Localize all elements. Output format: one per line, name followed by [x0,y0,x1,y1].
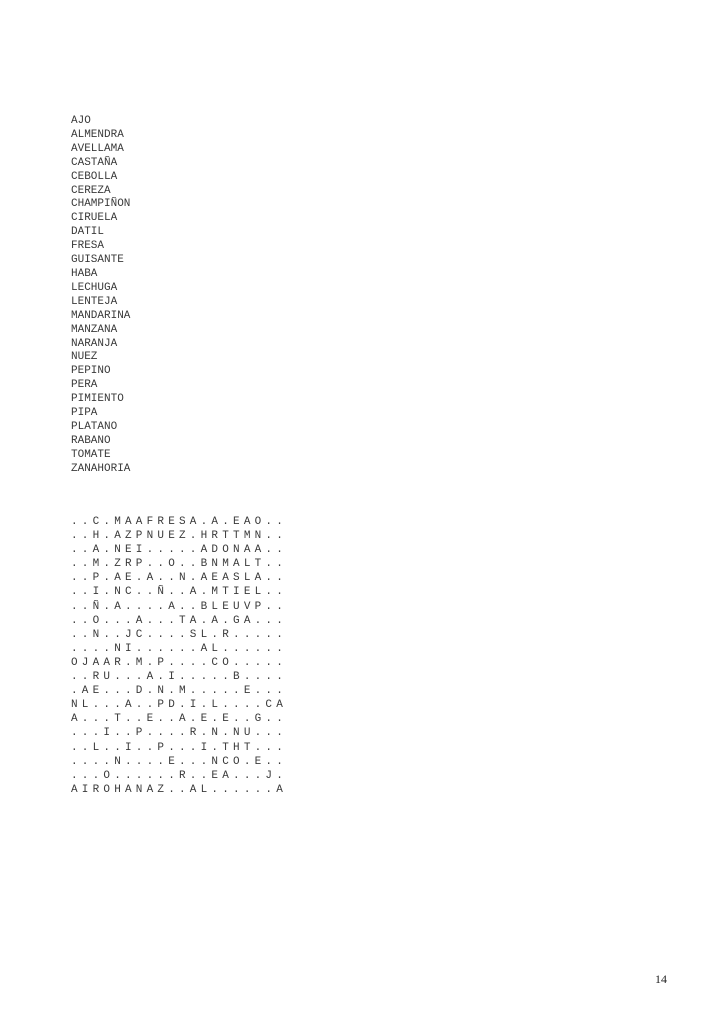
grid-row: NL...A..PD.I.L....CA [71,699,288,712]
word-item: MANDARINA [71,309,131,322]
word-item: ZANAHORIA [71,462,131,475]
page-number: 14 [655,972,667,986]
word-item: DATIL [71,226,105,239]
word-item: ALMENDRA [71,128,124,141]
grid-row: ..H.AZPNUEZ.HRTTMN.. [71,530,288,543]
grid-row: ..RU...A.I.....B.... [71,671,288,684]
word-list [71,115,130,477]
grid-row: ....N....E...NCO.E.. [71,755,288,768]
grid-row: ..Ñ.A....A..BLEUVP.. [71,600,288,613]
grid-row: A...T..E..A.E.E..G.. [71,713,288,726]
word-item: RABANO [71,434,111,447]
grid-row: ...O......R..EA...J. [71,769,288,782]
grid-row: ..O...A...TA.A.GA... [71,614,288,627]
grid-row: AIROHANAZ..AL......A [71,783,288,796]
word-item: TOMATE [71,448,111,461]
word-item: NARANJA [71,337,118,350]
word-item: GUISANTE [71,254,124,267]
grid-row: ....NI......AL...... [71,642,288,655]
word-item: PEPINO [71,365,111,378]
word-item: AVELLAMA [71,142,124,155]
word-item: MANZANA [71,323,118,336]
word-item: CASTAÑA [71,156,118,169]
grid-row: ..C.MAAFRESA.A.EAO.. [71,516,288,528]
word-item: PLATANO [71,420,118,433]
word-item: LENTEJA [71,295,118,308]
grid-row: ...I..P....R.N.NU... [71,727,288,740]
word-item: PIMIENTO [71,393,124,406]
grid-row: ..L..I..P...I.THT... [71,741,288,754]
grid-row: ..I.NC..Ñ..A.MTIEL.. [71,586,288,599]
word-item: AJO [71,115,91,127]
grid-row: ..P.AE.A..N.AEASLA.. [71,572,288,585]
word-item: NUEZ [71,351,98,364]
word-item: CEBOLLA [71,170,118,183]
word-item: CHAMPIÑON [71,198,131,211]
grid-row: .AE...D.N.M.....E... [71,685,288,698]
grid-row: ..A.NEI.....ADONAA.. [71,544,288,557]
word-item: HABA [71,267,98,280]
word-item: CIRUELA [71,212,118,225]
grid-row: OJAAR.M.P....CO..... [71,656,288,669]
word-item: FRESA [71,240,105,253]
grid-row: ..M.ZRP..O..BNMALT.. [71,558,288,571]
word-item: CEREZA [71,184,111,197]
word-item: PIPA [71,407,98,420]
word-item: LECHUGA [71,281,118,294]
word-item: PERA [71,379,98,392]
grid-row: ..N..JC....SL.R..... [71,628,288,641]
word-search-grid [71,515,287,797]
